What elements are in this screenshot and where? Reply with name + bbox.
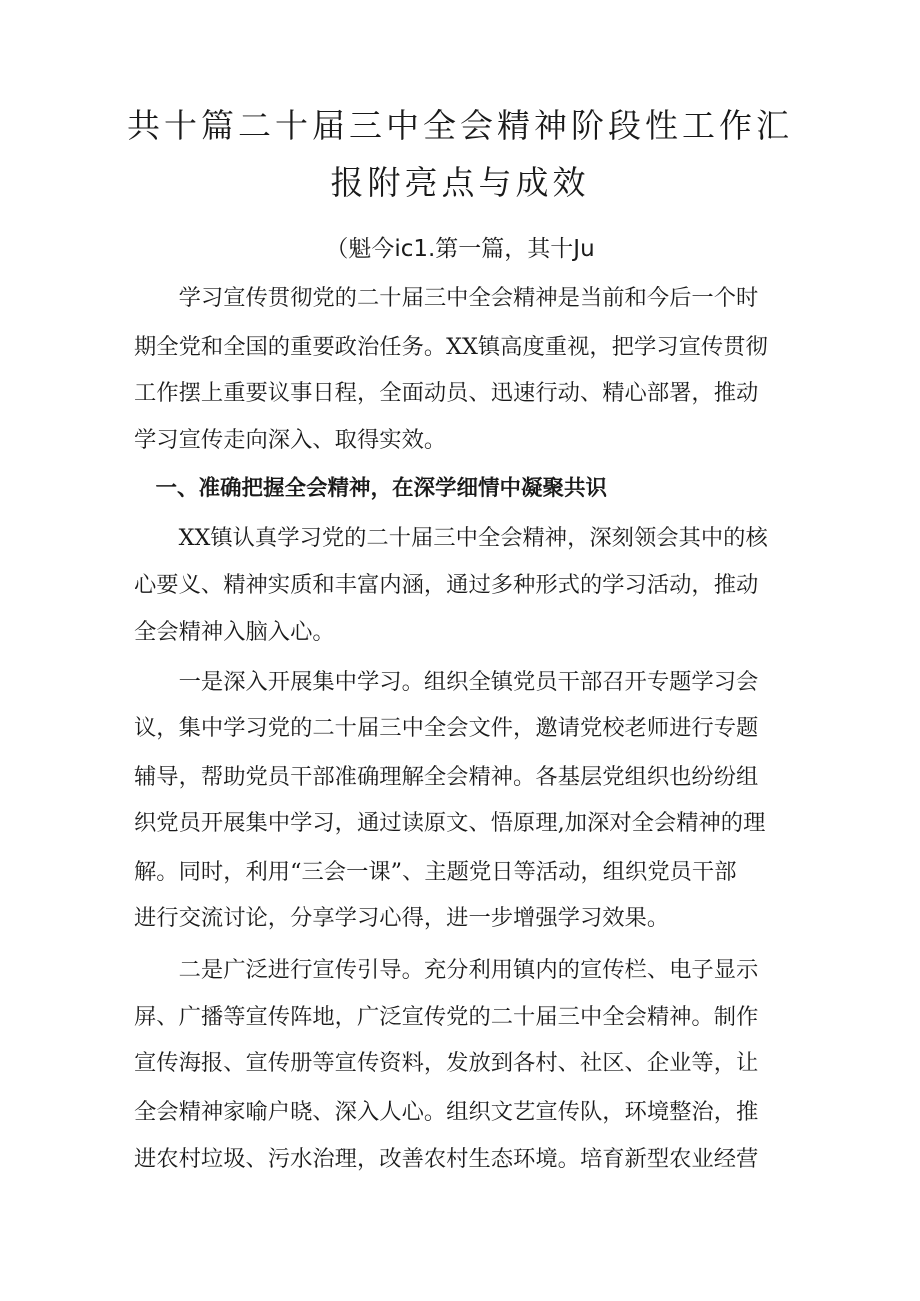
section-heading-1: 一、准确把握全会精神，在深学细情中凝聚共识	[134, 476, 608, 501]
document-title-line-2: 报附亮点与成效	[330, 163, 590, 202]
paragraph-publicity-line: 全会精神家喻户晓、深入人心。组织文艺宣传队，环境整治，推	[134, 1099, 759, 1125]
paragraph-publicity-line: 二是广泛进行宣传引导。充分利用镇内的宣传栏、电子显示	[134, 957, 759, 983]
paragraph-study-line: 织党员开展集中学习，通过读原文、悟原理,加深对全会精神的理	[134, 810, 766, 836]
paragraph-study-line: 辅导，帮助党员干部准确理解全会精神。各基层党组织也纷纷组	[134, 764, 759, 790]
paragraph-intro-line: 学习宣传贯彻党的二十届三中全会精神是当前和今后一个时	[134, 285, 759, 311]
paragraph-study-line: 进行交流讨论，分享学习心得，进一步增强学习效果。	[134, 905, 670, 931]
paragraph-intro-line: 学习宣传走向深入、取得实效。	[134, 427, 447, 453]
paragraph-section1-line: 心要义、精神实质和丰富内涵，通过多种形式的学习活动，推动	[134, 572, 759, 598]
paragraph-intro-line: 工作摆上重要议事日程，全面动员、迅速行动、精心部署，推动	[134, 380, 759, 406]
paragraph-publicity-line: 屏、广播等宣传阵地，广泛宣传党的二十届三中全会精神。制作	[134, 1004, 759, 1030]
document-title-line-1: 共十篇二十届三中全会精神阶段性工作汇	[127, 106, 793, 145]
document-subtitle: （魁今ic1.第一篇，其十Ju	[325, 236, 595, 262]
paragraph-study-line: 一是深入开展集中学习。组织全镇党员干部召开专题学习会	[134, 669, 759, 695]
paragraph-intro-line: 期全党和全国的重要政治任务。XX镇高度重视，把学习宣传贯彻	[134, 334, 768, 360]
paragraph-study-line: 解。同时，利用“三会一课”、主题党日等活动，组织党员干部	[134, 859, 737, 885]
paragraph-section1-line: XX镇认真学习党的二十届三中全会精神，深刻领会其中的核	[134, 525, 768, 551]
paragraph-publicity-line: 宣传海报、宣传册等宣传资料，发放到各村、社区、企业等，让	[134, 1050, 759, 1076]
paragraph-publicity-line: 进农村垃圾、污水治理，改善农村生态环境。培育新型农业经营	[134, 1146, 759, 1172]
paragraph-study-line: 议，集中学习党的二十届三中全会文件，邀请党校老师进行专题	[134, 715, 759, 741]
paragraph-section1-line: 全会精神入脑入心。	[134, 619, 335, 645]
